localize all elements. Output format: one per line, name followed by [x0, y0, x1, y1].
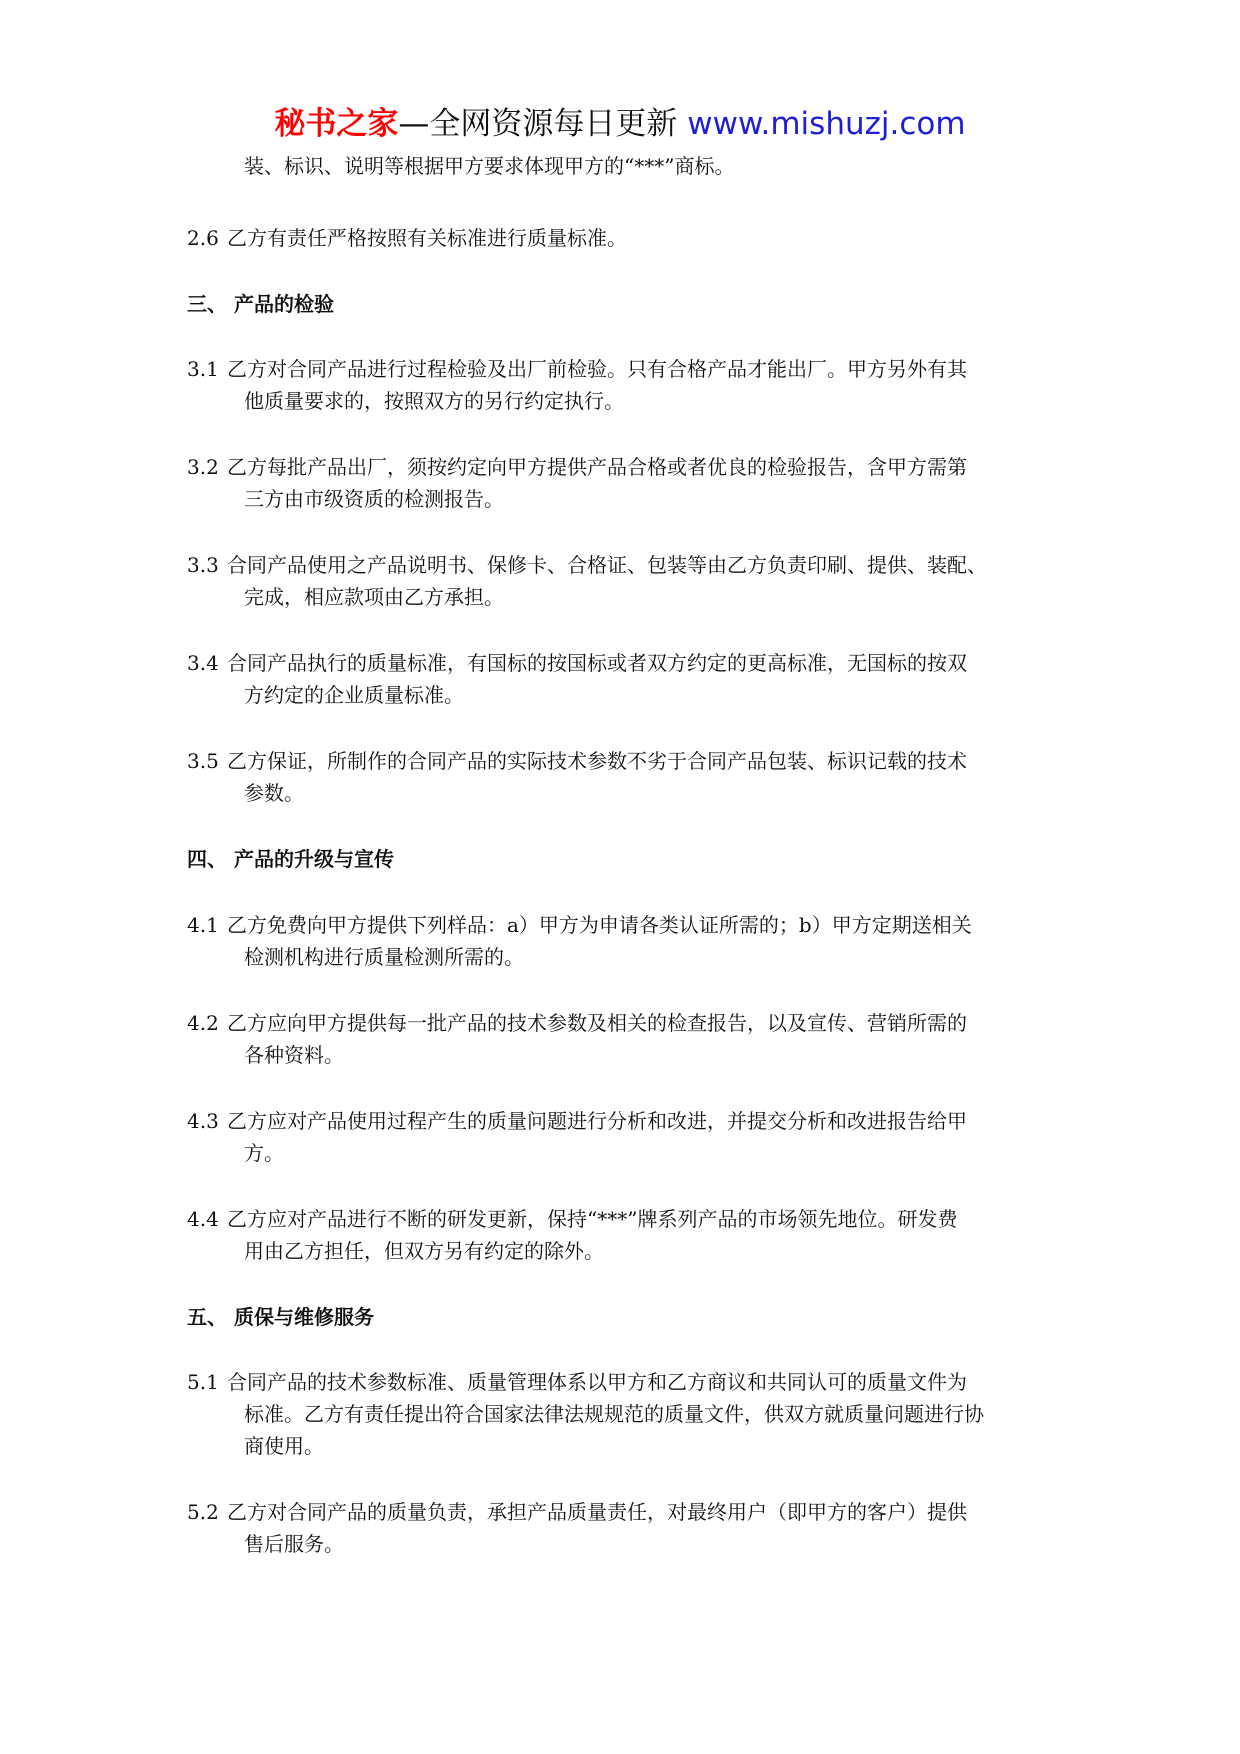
banner-tagline: —全网资源每日更新 — [398, 106, 688, 142]
clause-text-line1: 乙方每批产品出厂，须按约定向甲方提供产品合格或者优良的检验报告，含甲方需第 — [227, 455, 967, 479]
clause-text-line1: 合同产品的技术参数标准、质量管理体系以甲方和乙方商议和共同认可的质量文件为 — [227, 1370, 967, 1394]
clause-text-line2: 售后服务。 — [244, 1532, 344, 1556]
clause-number: 3.5 — [187, 749, 219, 773]
clause-text-line2: 三方由市级资质的检测报告。 — [244, 487, 504, 511]
clause-number: 2.6 — [187, 226, 219, 250]
clause-4-1 — [187, 909, 972, 941]
clause-number: 5.1 — [187, 1370, 219, 1394]
clause-number: 3.1 — [187, 357, 219, 381]
clause-text-line2: 用由乙方担任，但双方另有约定的除外。 — [244, 1239, 604, 1263]
section-5-heading: 五、 质保与维修服务 — [187, 1305, 374, 1329]
clause-text-line2: 他质量要求的，按照双方的另行约定执行。 — [244, 389, 624, 413]
clause-3-3 — [187, 549, 987, 581]
clause-text-line1: 乙方应向甲方提供每一批产品的技术参数及相关的检查报告，以及宣传、营销所需的 — [227, 1011, 967, 1035]
clause-3-2 — [187, 451, 967, 483]
clause-number: 3.2 — [187, 455, 219, 479]
clause-text-line2: 参数。 — [244, 781, 304, 805]
section-3-heading: 三、 产品的检验 — [187, 292, 334, 316]
clause-4-3 — [187, 1105, 967, 1137]
clause-5-2 — [187, 1496, 967, 1528]
clause-number: 5.2 — [187, 1500, 219, 1524]
clause-text-line2: 标准。乙方有责任提出符合国家法律法规规范的质量文件，供双方就质量问题进行协 — [244, 1402, 984, 1426]
clause-text-line1: 乙方应对产品进行不断的研发更新，保持“***”牌系列产品的市场领先地位。研发费 — [227, 1207, 958, 1231]
clause-text-line2: 完成，相应款项由乙方承担。 — [244, 585, 504, 609]
clause-text-line1: 合同产品使用之产品说明书、保修卡、合格证、包装等由乙方负责印刷、提供、装配、 — [227, 553, 987, 577]
clause-text-line2: 方约定的企业质量标准。 — [244, 683, 464, 707]
clause-5-1 — [187, 1366, 967, 1398]
clause-number: 3.4 — [187, 651, 219, 675]
section-4-heading: 四、 产品的升级与宣传 — [187, 847, 394, 871]
clause-number: 4.3 — [187, 1109, 219, 1133]
continuation-line: 装、标识、说明等根据甲方要求体现甲方的“***”商标。 — [244, 154, 735, 178]
clause-number: 4.1 — [187, 913, 219, 937]
banner-url[interactable]: www.mishuzj.com — [687, 106, 966, 142]
clause-number: 3.3 — [187, 553, 219, 577]
clause-text-line2: 各种资料。 — [244, 1043, 344, 1067]
clause-text-line2: 检测机构进行质量检测所需的。 — [244, 945, 524, 969]
site-banner — [0, 104, 1240, 144]
clause-3-5 — [187, 745, 967, 777]
clause-4-4 — [187, 1203, 957, 1235]
clause-number: 4.4 — [187, 1207, 219, 1231]
clause-text-line1: 乙方免费向甲方提供下列样品：a）甲方为申请各类认证所需的；b）甲方定期送相关 — [227, 913, 972, 937]
clause-text-line3: 商使用。 — [244, 1434, 324, 1458]
clause-3-4 — [187, 647, 967, 679]
banner-brand: 秘书之家 — [274, 106, 399, 142]
clause-text: 乙方有责任严格按照有关标准进行质量标准。 — [227, 226, 627, 250]
clause-3-1 — [187, 353, 967, 385]
clause-text-line1: 乙方对合同产品的质量负责，承担产品质量责任，对最终用户（即甲方的客户）提供 — [227, 1500, 967, 1524]
clause-number: 4.2 — [187, 1011, 219, 1035]
clause-text-line1: 乙方应对产品使用过程产生的质量问题进行分析和改进，并提交分析和改进报告给甲 — [227, 1109, 967, 1133]
clause-text-line2: 方。 — [244, 1141, 284, 1165]
clause-text-line1: 合同产品执行的质量标准，有国标的按国标或者双方约定的更高标准，无国标的按双 — [227, 651, 967, 675]
clause-2-6 — [187, 222, 627, 254]
clause-text-line1: 乙方保证，所制作的合同产品的实际技术参数不劣于合同产品包装、标识记载的技术 — [227, 749, 967, 773]
clause-text-line1: 乙方对合同产品进行过程检验及出厂前检验。只有合格产品才能出厂。甲方另外有其 — [227, 357, 967, 381]
clause-4-2 — [187, 1007, 967, 1039]
